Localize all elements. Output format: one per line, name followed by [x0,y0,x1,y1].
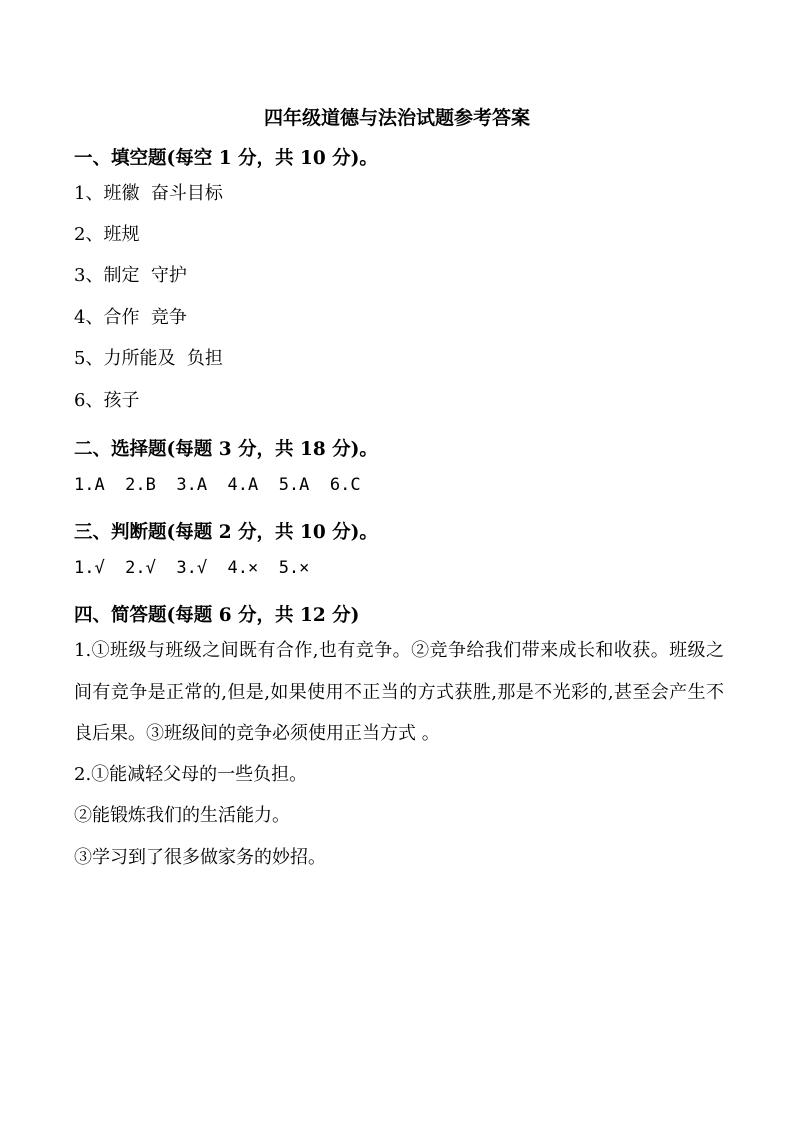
fill-blank-answer-5: 5、力所能及 负担 [74,348,223,369]
short-answer-2-point-2: ②能锻炼我们的生活能力。 [74,805,290,826]
section-3-heading: 三、判断题(每题 2 分，共 10 分)。 [74,522,378,543]
short-answer-1: 1.①班级与班级之间既有合作,也有竞争。②竞争给我们带来成长和收获。班级之间有竞争是正常的,但是,如果使用不正当的方式获胜,那是不光彩的,甚至会产生不良后果。③班级间的竞争必须使用正当方式 。 [74,640,724,744]
true-false-answers: 1.√ 2.√ 3.√ 4.× 5.× [74,558,310,578]
section-4-heading: 四、简答题(每题 6 分，共 12 分) [74,605,360,626]
short-answer-2-point-3: ③学习到了很多做家务的妙招。 [74,847,326,868]
fill-blank-answer-6: 6、孩子 [74,390,140,411]
fill-blank-answer-2: 2、班规 [74,224,140,245]
page-title: 四年级道德与法治试题参考答案 [263,107,530,129]
fill-blank-answer-4: 4、合作 竞争 [74,307,187,328]
fill-blank-answer-3: 3、制定 守护 [74,265,187,286]
section-1-heading: 一、填空题(每空 1 分，共 10 分)。 [74,148,378,169]
fill-blank-answer-1: 1、班徽 奋斗目标 [74,183,223,204]
section-2-heading: 二、选择题(每题 3 分，共 18 分)。 [74,439,378,460]
multiple-choice-answers: 1.A 2.B 3.A 4.A 5.A 6.C [74,475,361,495]
short-answer-2-point-1: 2.①能减轻父母的一些负担。 [74,764,308,785]
